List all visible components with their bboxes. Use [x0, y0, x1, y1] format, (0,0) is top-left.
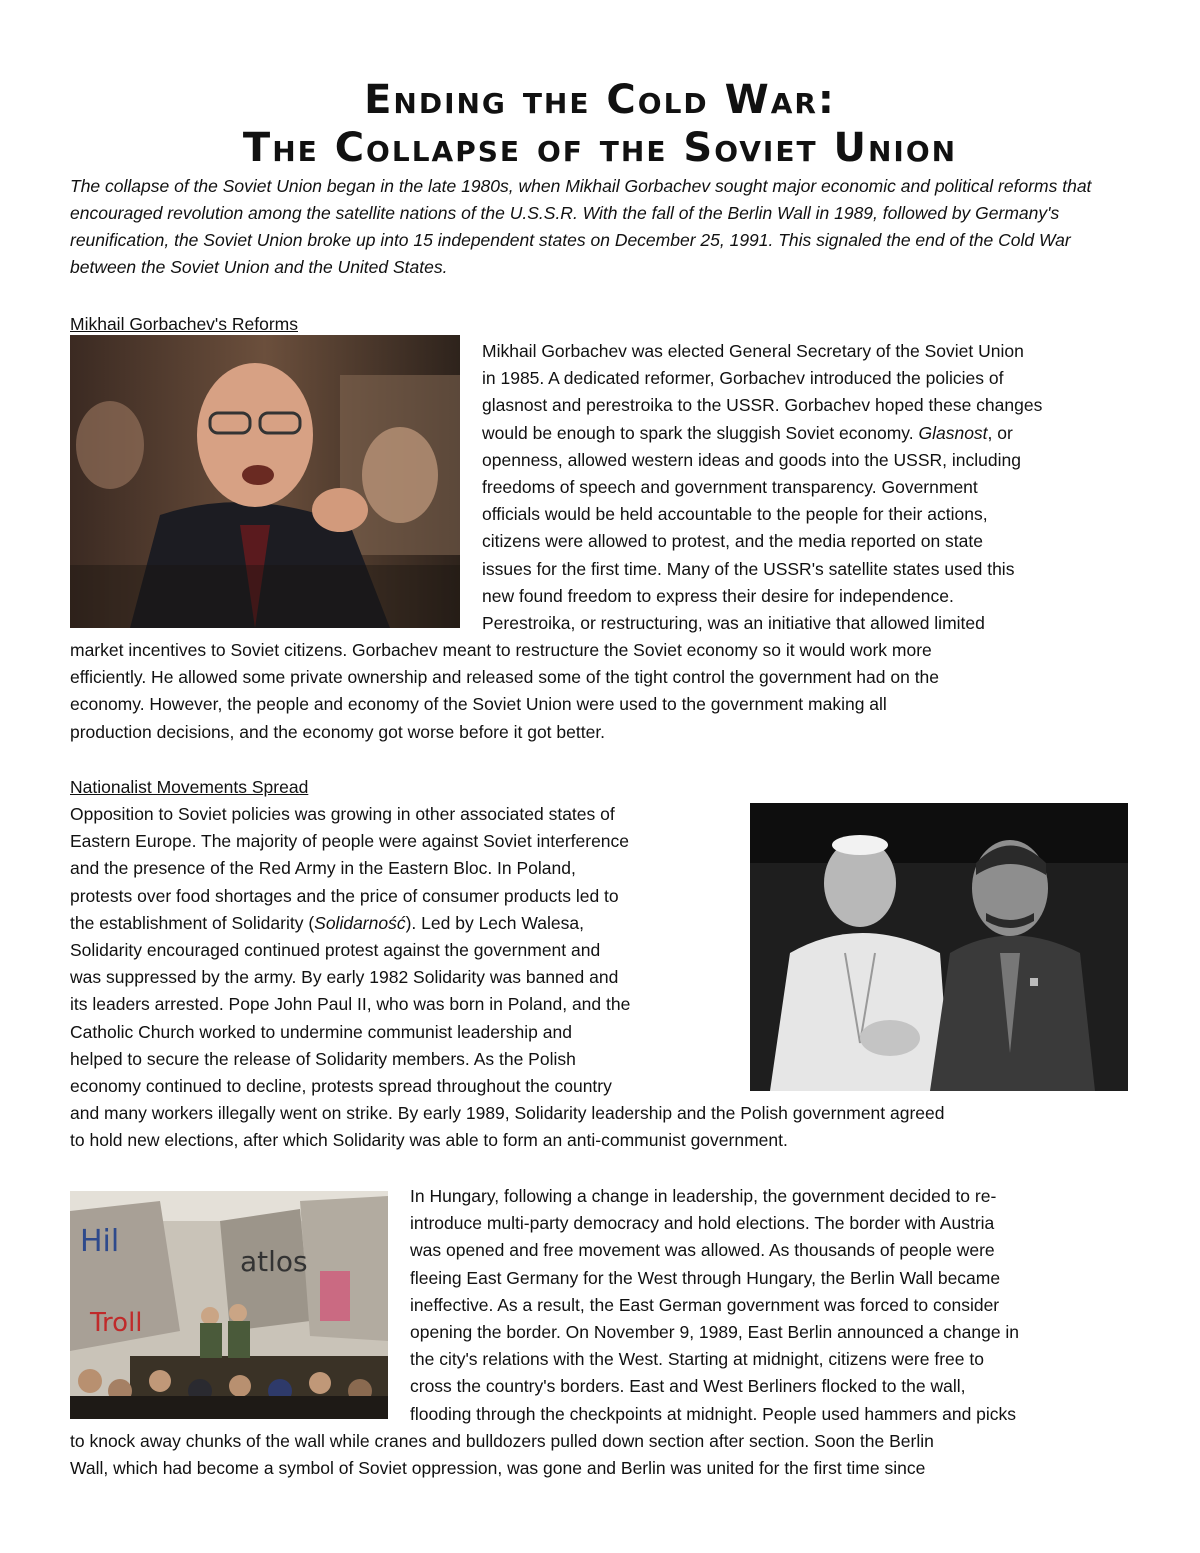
- section-heading-nationalist: Nationalist Movements Spread: [70, 777, 309, 797]
- section-heading-gorbachev: Mikhail Gorbachev's Reforms: [70, 314, 298, 334]
- gorbachev-photo: [70, 335, 460, 628]
- berlin-wall-photo: [70, 1191, 388, 1419]
- graffiti-text-1: Hil: [80, 1224, 120, 1259]
- page-title-line-1: Ending the Cold War:: [364, 77, 836, 123]
- pope-walesa-photo: [750, 803, 1128, 1091]
- gorbachev-full-text: market incentives to Soviet citizens. Gorbachev meant to restructure the Soviet economy so it would work more efficiently. He allowed some private ownership and released some of the tight control the government had on the economy. However, the people and economy of the Soviet Union were used to the government making all production decisions, and the economy got worse before it got better.: [70, 640, 940, 742]
- hungary-full-text: to knock away chunks of the wall while cranes and bulldozers pulled down section after section. Soon the Berlin Wall, which had become a symbol of Soviet oppression, was gone and Berlin was united for the first time since: [70, 1431, 934, 1479]
- page-title-line-2: The Collapse of the Soviet Union: [242, 125, 958, 171]
- graffiti-text-3: Troll: [90, 1308, 143, 1338]
- intro-paragraph: The collapse of the Soviet Union began in the late 1980s, when Mikhail Gorbachev sought major economic and political reforms that encouraged revolution among the satellite nations of the U.S.S.R. With the fall of the Berlin Wall in 1989, followed by Germany's reunification, the Soviet Union broke up into 15 independent states on December 25, 1991. This signaled the end of the Cold War between the Soviet Union and the United States.: [70, 176, 1092, 277]
- graffiti-text-2: atlos: [240, 1245, 308, 1278]
- nationalist-full-text: and many workers illegally went on strike. By early 1989, Solidarity leadership and the Polish government agreed to hold new elections, after which Solidarity was able to form an anti-communist government.: [70, 1103, 945, 1151]
- hungary-side-text: In Hungary, following a change in leadership, the government decided to re- introduce multi-party democracy and hold elections. The border with Austria was opened and free movement was allowed. As thousands of people were fleeing East Germany for the West through Hungary, the Berlin Wall became ineffective. As a result, the East German government was forced to consider opening the border. On November 9, 1989, East Berlin announced a change in the city's relations with the West. Starting at midnight, citizens were free to cross the country's borders. East and West Berliners flocked to the wall, flooding through the checkpoints at midnight. People used hammers and picks: [410, 1186, 1020, 1424]
- gorbachev-side-text: Mikhail Gorbachev was elected General Secretary of the Soviet Union in 1985. A dedicated reformer, Gorbachev introduced the policies of glasnost and perestroika to the USSR. Gorbachev hoped these changes would be enough to spark the sluggish Soviet economy. Glasnost, or openness, allowed western ideas and goods into the USSR, including freedoms of speech and government transparency. Government officials would be held accountable to the people for their actions, citizens were allowed to protest, and the media reported on state issues for the first time. Many of the USSR's satellite states used this new found freedom to express their desire for independence. Perestroika, or restructuring, was an initiative that allowed limited: [482, 341, 1043, 634]
- nationalist-side-text: Opposition to Soviet policies was growing in other associated states of Eastern Europe. The majority of people were against Soviet interference and the presence of the Red Army in the Eastern Bloc. In Poland, protests over food shortages and the price of consumer products led to the establishment of Solidarity (Solidarność). Led by Lech Walesa, Solidarity encouraged continued protest against the government and was suppressed by the army. By early 1982 Solidarity was banned and its leaders arrested. Pope John Paul II, who was born in Poland, and the Catholic Church worked to undermine communist leadership and helped to secure the release of Solidarity members. As the Polish economy continued to decline, protests spread throughout the country: [70, 804, 631, 1097]
